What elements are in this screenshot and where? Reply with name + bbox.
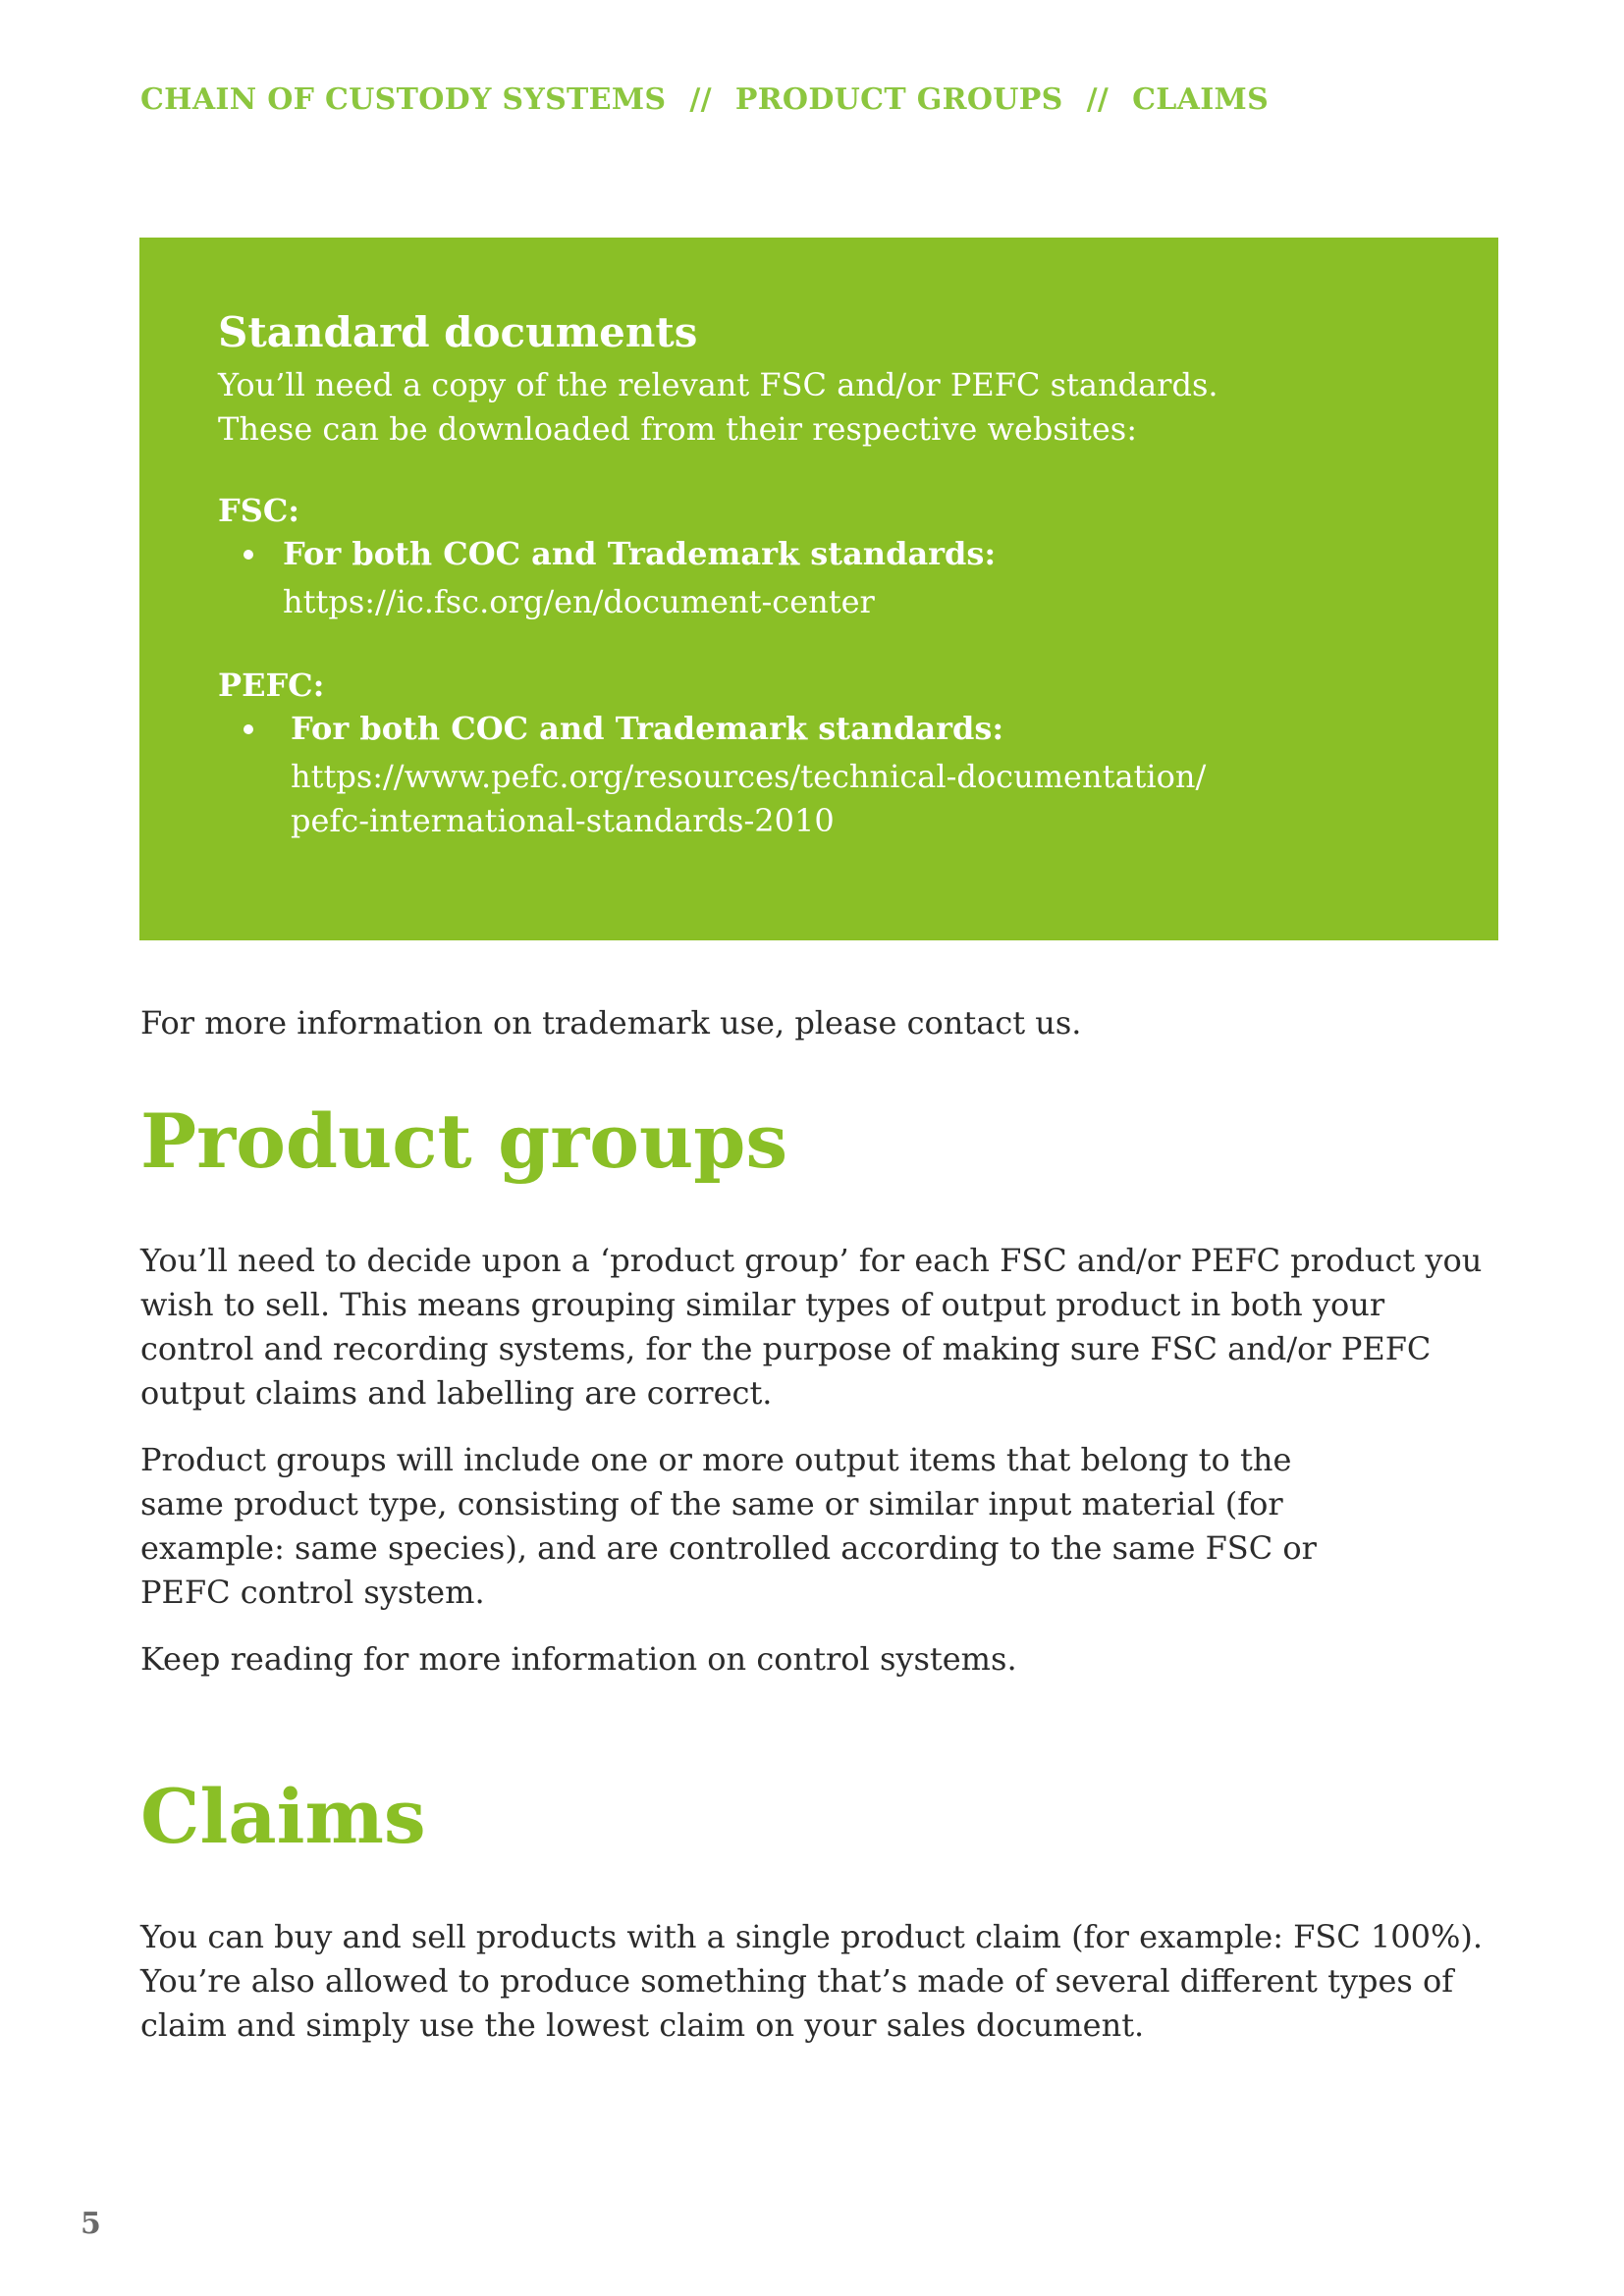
standard-documents-content	[218, 308, 1439, 843]
product-groups-heading: Product groups	[140, 1097, 788, 1185]
fsc-item-heading: For both COC and Trademark standards:	[283, 535, 997, 572]
standard-documents-title: Standard documents	[218, 308, 698, 356]
pefc-list	[218, 707, 1439, 843]
standard-documents-intro	[218, 363, 1439, 452]
pefc-standards-link[interactable]	[291, 755, 1439, 843]
trademark-note: For more information on trademark use, please contact us.	[140, 1004, 1082, 1041]
page-number: 5	[81, 2207, 101, 2241]
breadcrumb-separator: //	[689, 82, 712, 117]
standard-documents-box	[139, 238, 1498, 940]
product-groups-paragraph-3: Keep reading for more information on control systems.	[140, 1640, 1017, 1678]
fsc-label: FSC:	[218, 492, 300, 529]
pefc-label: PEFC:	[218, 667, 325, 704]
breadcrumb-item-chain-of-custody[interactable]: CHAIN OF CUSTODY SYSTEMS	[140, 82, 667, 117]
claims-heading: Claims	[140, 1773, 426, 1860]
bullet-icon	[244, 724, 253, 734]
breadcrumb-separator: //	[1086, 82, 1110, 117]
pefc-link-line-2: pefc-international-standards-2010	[291, 802, 835, 839]
product-groups-paragraph-2: Product groups will include one or more output items that belong to the same product type, consisting of the same or similar input material (for example: same species), and are controlled according to the same FSC or PEFC control system.	[140, 1441, 1317, 1611]
pefc-link-line-1: https://www.pefc.org/resources/technical-documentation/	[291, 758, 1207, 795]
fsc-document-center-link[interactable]: https://ic.fsc.org/en/document-center	[283, 583, 875, 620]
fsc-list	[218, 532, 1439, 624]
pefc-item-heading: For both COC and Trademark standards:	[291, 710, 1004, 747]
breadcrumb-item-product-groups[interactable]: PRODUCT GROUPS	[734, 82, 1063, 117]
intro-line-1: You’ll need a copy of the relevant FSC and/or PEFC standards.	[218, 366, 1218, 403]
breadcrumb-item-claims[interactable]: CLAIMS	[1132, 82, 1270, 117]
breadcrumb	[140, 82, 1269, 117]
intro-line-2: These can be downloaded from their respective websites:	[218, 410, 1137, 448]
product-groups-paragraph-1: You’ll need to decide upon a ‘product group’ for each FSC and/or PEFC product you wish to sell. This means grouping similar types of output product in both your control and recording systems, for the purpose of making sure FSC and/or PEFC output claims and labelling are correct.	[140, 1242, 1483, 1412]
pefc-list-item	[218, 707, 1439, 843]
claims-paragraph-1: You can buy and sell products with a single product claim (for example: FSC 100%). You’re also allowed to produce something that’s made of several different types of claim and simply use the lowest claim on your sales document.	[140, 1918, 1484, 2044]
fsc-list-item	[218, 532, 1439, 624]
bullet-icon	[244, 550, 253, 560]
